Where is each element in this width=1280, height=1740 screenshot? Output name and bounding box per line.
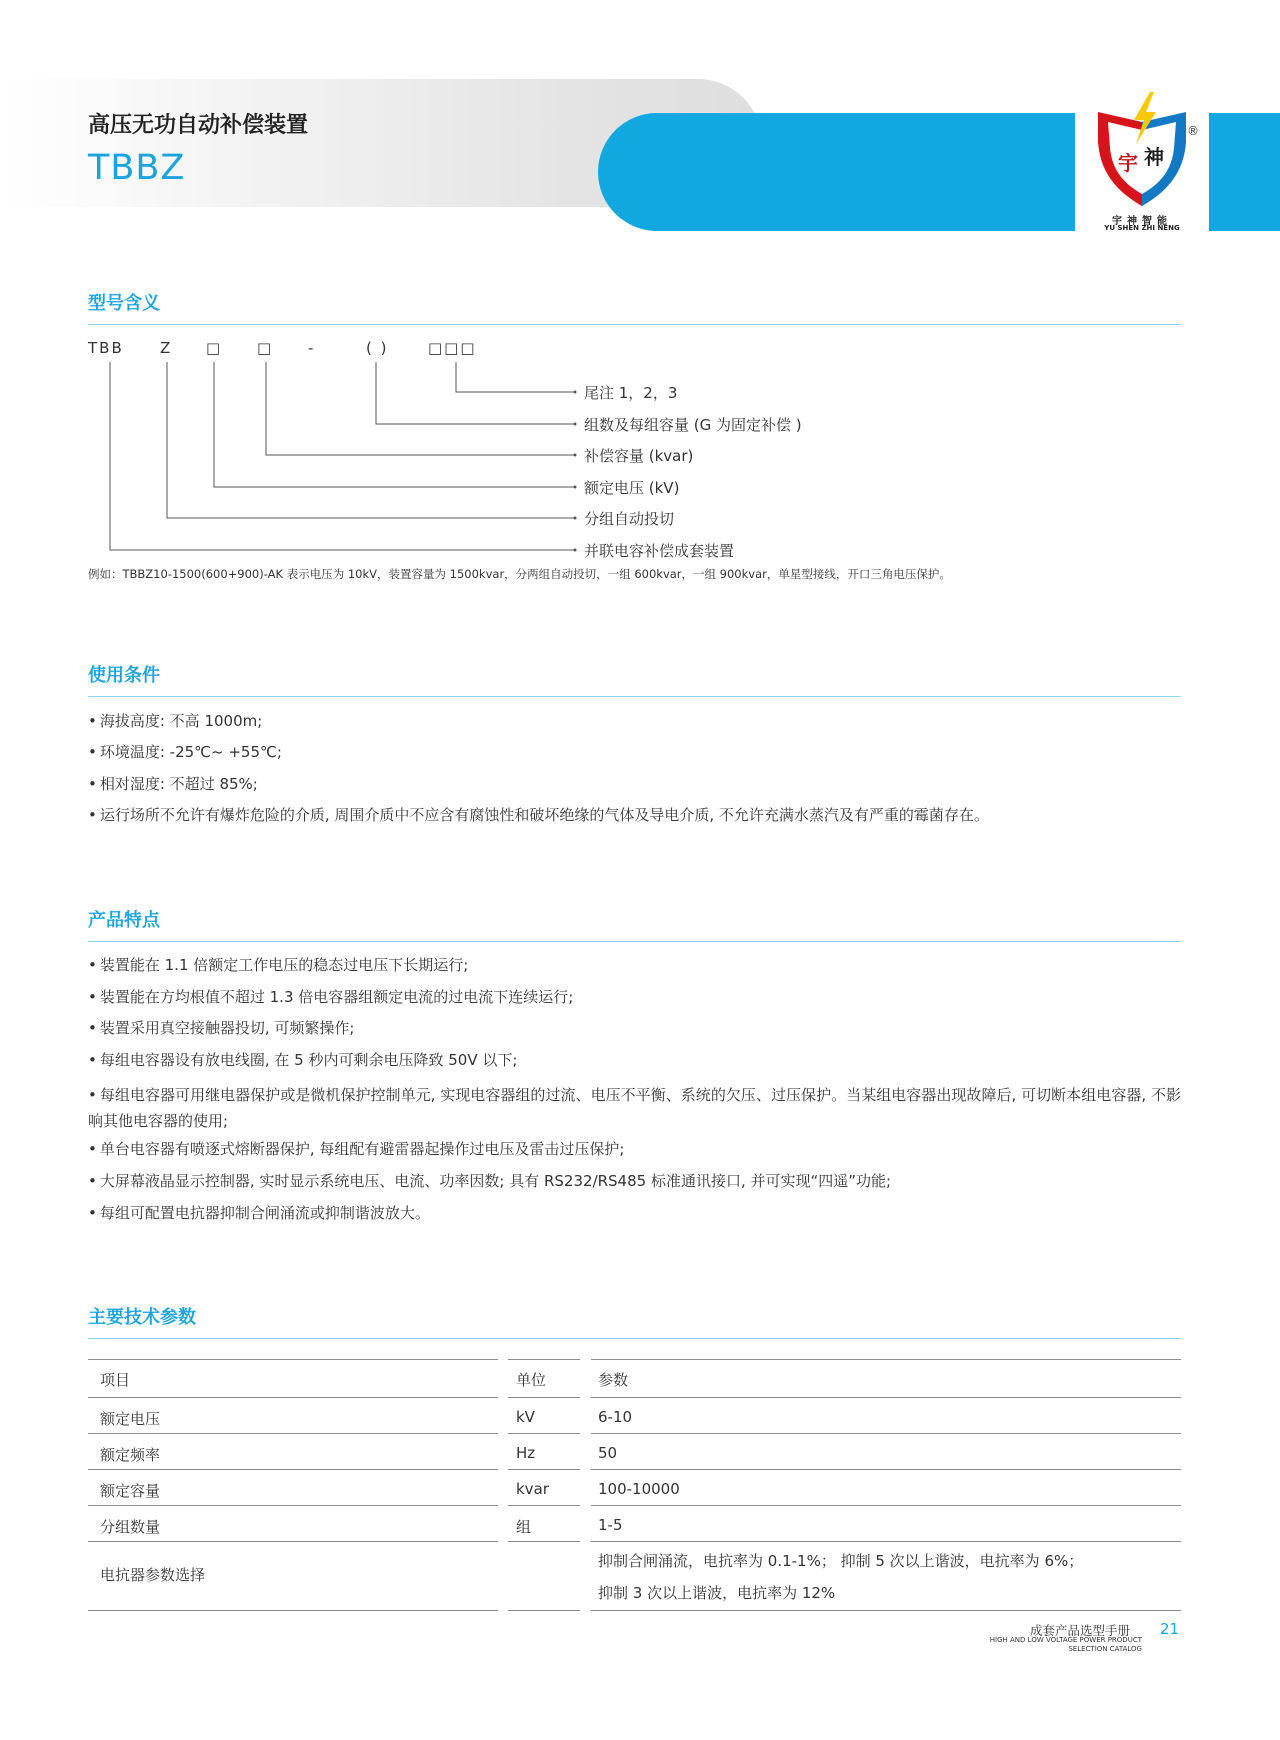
code-part-tbb: TBB bbox=[88, 339, 124, 357]
section-title-features: 产品特点 bbox=[88, 910, 160, 931]
page-title: 高压无功自动补偿装置 bbox=[88, 113, 309, 138]
code-part-capacity: □ bbox=[257, 339, 274, 357]
code-part-dash: - bbox=[308, 339, 316, 357]
desc-device: 并联电容补偿成套装置 bbox=[584, 542, 735, 560]
code-part-z: Z bbox=[160, 339, 173, 357]
table-row-value: 50 bbox=[598, 1444, 618, 1462]
table-row-value: 1-5 bbox=[598, 1516, 623, 1534]
code-part-suffix: □□□ bbox=[428, 339, 477, 357]
section-divider bbox=[88, 941, 1181, 942]
footer-en-line-1: HIGH AND LOW VOLTAGE POWER PRODUCT bbox=[989, 1636, 1142, 1644]
feature-item: • 装置能在 1.1 倍额定工作电压的稳态过电压下长期运行; bbox=[88, 955, 1181, 975]
footer-en-line-2: SELECTION CATALOG bbox=[1068, 1645, 1142, 1653]
code-part-groups: ( ) bbox=[366, 339, 389, 357]
footer-catalog-en bbox=[960, 1636, 1142, 1654]
desc-suffix: 尾注 1，2，3 bbox=[584, 384, 678, 402]
table-row-unit: kvar bbox=[516, 1480, 549, 1498]
table-row-item: 电抗器参数选择 bbox=[100, 1566, 206, 1584]
table-row-item: 额定频率 bbox=[100, 1446, 161, 1464]
table-row-unit: Hz bbox=[516, 1444, 536, 1462]
condition-item: • 相对湿度: 不超过 85%; bbox=[88, 774, 1181, 794]
feature-item: • 大屏幕液晶显示控制器, 实时显示系统电压、电流、功率因数; 具有 RS232/RS485 标准通讯接口, 并可实现“四遥”功能; bbox=[88, 1171, 1181, 1191]
feature-item: • 每组电容器设有放电线圈, 在 5 秒内可剩余电压降致 50V 以下; bbox=[88, 1050, 1181, 1070]
section-title-model-meaning: 型号含义 bbox=[88, 293, 160, 314]
code-part-voltage: □ bbox=[206, 339, 223, 357]
logo-glyph-2: 神 bbox=[1144, 145, 1164, 169]
table-header-value: 参数 bbox=[598, 1371, 629, 1389]
desc-voltage: 额定电压 (kV) bbox=[584, 479, 680, 497]
desc-capacity: 补偿容量 (kvar) bbox=[584, 447, 694, 465]
brand-name-cn: 宇神智能 bbox=[1112, 216, 1172, 227]
table-header-item: 项目 bbox=[100, 1371, 131, 1389]
condition-item: • 海拔高度: 不高 1000m; bbox=[88, 711, 1181, 731]
feature-item: • 装置采用真空接触器投切, 可频繁操作; bbox=[88, 1018, 1181, 1038]
condition-item: • 运行场所不允许有爆炸危险的介质, 周围介质中不应含有腐蚀性和破坏绝缘的气体及导电介质, 不允许充满水蒸汽及有严重的霉菌存在。 bbox=[88, 805, 1181, 825]
section-divider bbox=[88, 696, 1181, 697]
desc-auto-switching: 分组自动投切 bbox=[584, 510, 675, 528]
section-title-conditions: 使用条件 bbox=[88, 665, 160, 686]
model-code-title: TBBZ bbox=[88, 148, 186, 188]
model-example: 例如：TBBZ10-1500(600+900)-AK 表示电压为 10kV，装置容量为 1500kvar，分两组自动投切，一组 600kvar，一组 900kvar，单星型接线，开口三角电压保护。 bbox=[88, 567, 951, 581]
condition-item: • 环境温度: -25℃~ +55℃; bbox=[88, 742, 1181, 762]
feature-item: • 每组可配置电抗器抑制合闸涌流或抑制谐波放大。 bbox=[88, 1203, 1181, 1223]
registered-mark: ® bbox=[1187, 124, 1199, 138]
table-row-item: 额定容量 bbox=[100, 1482, 161, 1500]
logo-glyph-1: 宇 bbox=[1118, 151, 1138, 175]
table-row-item: 分组数量 bbox=[100, 1518, 161, 1536]
feature-item: • 单台电容器有喷逐式熔断器保护, 每组配有避雷器起操作过电压及雷击过压保护; bbox=[88, 1139, 1181, 1159]
table-row-value: 100-10000 bbox=[598, 1480, 680, 1498]
page-number: 21 bbox=[1160, 1620, 1180, 1638]
table-row-value-line-1: 抑制合闸涌流，电抗率为 0.1-1%； 抑制 5 次以上谐波，电抗率为 6%； bbox=[598, 1552, 1084, 1570]
feature-item: • 每组电容器可用继电器保护或是微机保护控制单元, 实现电容器组的过流、电压不平衡、系统的欠压、过压保护。当某组电容器出现故障后, 可切断本组电容器, 不影响其他电容器的使用; bbox=[88, 1082, 1181, 1134]
table-row-item: 额定电压 bbox=[100, 1410, 161, 1428]
feature-item: • 装置能在方均根值不超过 1.3 倍电容器组额定电流的过电流下连续运行; bbox=[88, 987, 1181, 1007]
footer-catalog-title: 成套产品选型手册 bbox=[1030, 1623, 1131, 1638]
table-row-value-line-2: 抑制 3 次以上谐波，电抗率为 12% bbox=[598, 1584, 836, 1602]
table-row-unit: kV bbox=[516, 1408, 535, 1426]
table-header-unit: 单位 bbox=[516, 1371, 547, 1389]
table-row-unit: 组 bbox=[516, 1518, 532, 1536]
brand-name-en: YU SHEN ZHI NENG bbox=[1104, 224, 1180, 232]
section-divider bbox=[88, 1338, 1181, 1339]
section-title-params: 主要技术参数 bbox=[88, 1307, 196, 1328]
table-row-value: 6-10 bbox=[598, 1408, 633, 1426]
desc-groups: 组数及每组容量 (G 为固定补偿 ) bbox=[584, 416, 802, 434]
